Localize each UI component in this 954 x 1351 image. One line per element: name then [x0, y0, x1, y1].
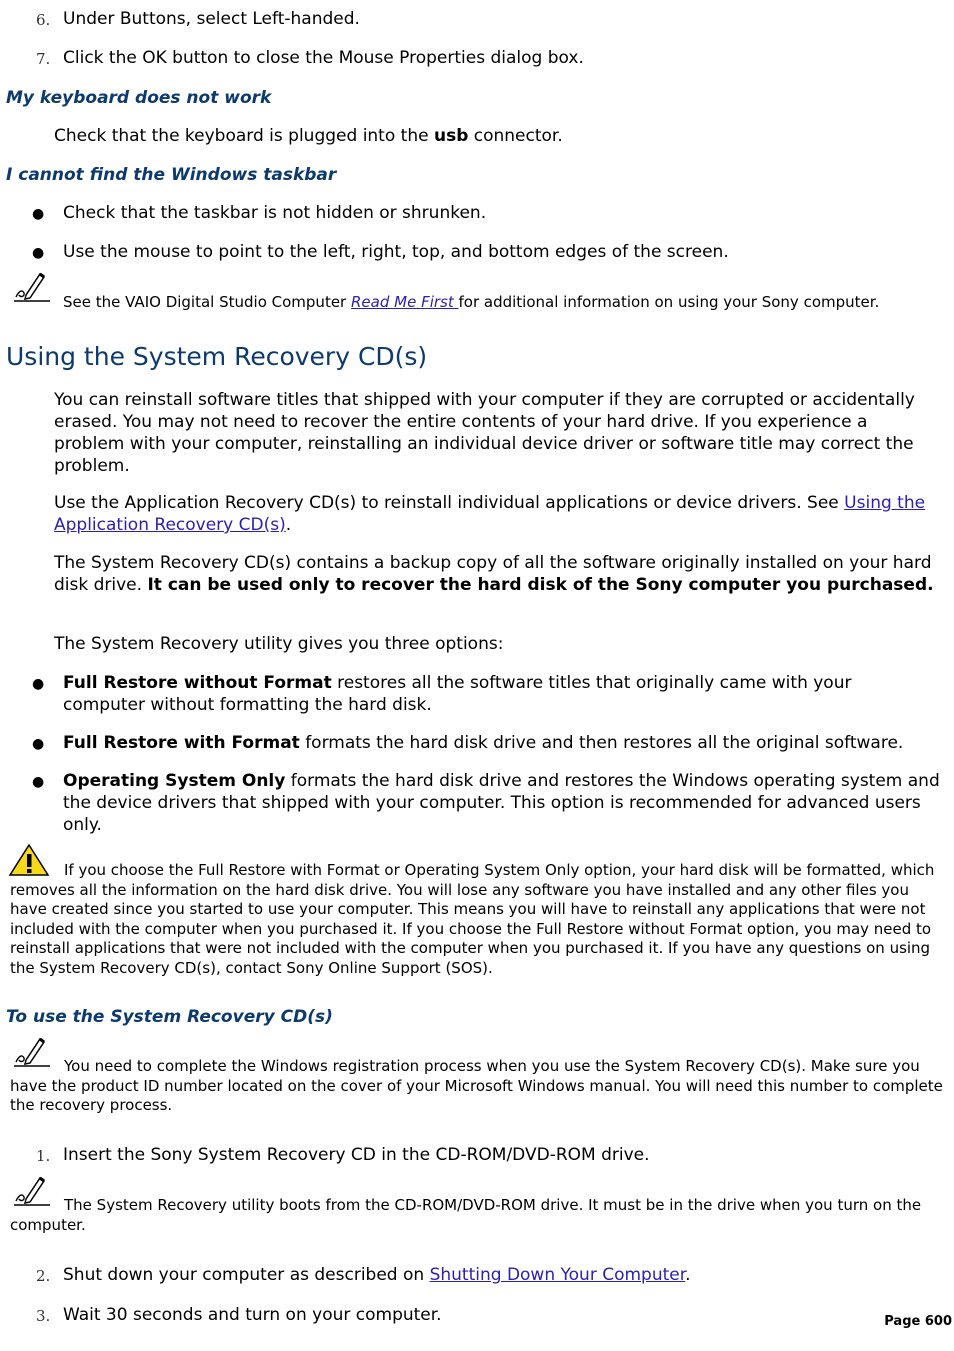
taskbar-bullet: Check that the taskbar is not hidden or shrunken. [63, 203, 487, 223]
keyboard-body [54, 125, 563, 147]
keyboard-heading: My keyboard does not work [6, 88, 272, 108]
step-text-part: Shut down your computer as described on [63, 1265, 430, 1285]
page-number: Page 600 [884, 1314, 952, 1329]
keyboard-body-text: Check that the keyboard is plugged into the [54, 126, 434, 146]
step-text [63, 1264, 691, 1286]
warning-note [10, 861, 950, 978]
bullet-dot: ● [32, 736, 45, 752]
note-text-tail: for additional information on using your Sony computer. [458, 293, 880, 311]
step-number: 1. [36, 1147, 51, 1165]
section-title: Using the System Recovery CD(s) [6, 342, 428, 371]
para-bold: It can be used only to recover the hard disk of the Sony computer you purchased. [147, 575, 934, 595]
step-text: Click the OK button to close the Mouse Properties dialog box. [63, 48, 584, 68]
option-name: Operating System Only [63, 771, 286, 791]
option-item [63, 672, 923, 716]
taskbar-note [63, 292, 879, 312]
step-number: 7. [36, 50, 51, 68]
bullet-dot: ● [32, 774, 45, 790]
step-text-tail: . [685, 1265, 691, 1285]
boot-note [10, 1196, 950, 1235]
registration-note [10, 1057, 950, 1116]
para-text-tail: . [285, 515, 292, 535]
procedure-heading: To use the System Recovery CD(s) [6, 1007, 333, 1027]
bullet-dot: ● [32, 206, 45, 222]
recovery-options-intro: The System Recovery utility gives you three options: [54, 634, 504, 654]
option-desc: restores all the software titles that originally came with your computer without formatting the hard disk. [63, 673, 852, 715]
note-text: You need to complete the Windows registration process when you use the System Recovery CD(s). Make sure you have the product ID number located on the cover of your Microsoft Windows manual. You will need this number to complete the recovery process. [10, 1057, 943, 1114]
option-item [63, 732, 903, 754]
note-text: The System Recovery utility boots from the CD-ROM/DVD-ROM drive. It must be in the drive when you turn on the computer. [10, 1196, 922, 1234]
option-desc: formats the hard disk drive and then restores all the original software. [299, 733, 904, 753]
step-number: 6. [36, 11, 51, 29]
step-text: Wait 30 seconds and turn on your computer. [63, 1305, 442, 1325]
option-item [63, 770, 948, 836]
option-desc: formats the hard disk drive and restores the Windows operating system and the device drivers that shipped with your computer. This option is recommended for advanced users only. [63, 771, 940, 835]
bullet-dot: ● [32, 676, 45, 692]
option-name: Full Restore without Format [63, 673, 332, 693]
taskbar-bullet: Use the mouse to point to the left, right, top, and bottom edges of the screen. [63, 242, 729, 262]
warning-text: If you choose the Full Restore with Format or Operating System Only option, your hard disk will be formatted, which removes all the information on the hard disk drive. You will lose any software you have installed and any other files you have created since you started to use your computer. This means you will have to reinstall any applications that were not included with the computer when you purchased it. If you choose the Full Restore without Format option, you may need to reinstall applications that were not included with the computer when you purchased it. If you have any questions on using the System Recovery CD(s), contact Sony Online Support (SOS). [10, 861, 935, 977]
step-number: 3. [36, 1307, 51, 1325]
recovery-app-para [54, 492, 934, 536]
note-text: See the VAIO Digital Studio Computer [63, 293, 351, 311]
step-number: 2. [36, 1267, 51, 1285]
keyboard-body-tail: connector. [468, 126, 563, 146]
para-text: The System Recovery CD(s) contains a backup copy of all the software originally installed on your hard disk drive. [54, 553, 932, 595]
usb-term: usb [433, 126, 469, 146]
recovery-backup-para [54, 552, 939, 596]
application-recovery-link[interactable]: Using the Application Recovery CD(s) [54, 493, 926, 535]
step-text: Insert the Sony System Recovery CD in the CD-ROM/DVD-ROM drive. [63, 1145, 650, 1165]
read-me-first-link[interactable]: Read Me First [351, 293, 459, 311]
para-text: Use the Application Recovery CD(s) to reinstall individual applications or device drivers. See [54, 493, 845, 513]
note-pencil-icon [10, 271, 56, 305]
bullet-dot: ● [32, 245, 45, 261]
step-text: Under Buttons, select Left-handed. [63, 9, 360, 29]
option-name: Full Restore with Format [63, 733, 300, 753]
recovery-intro: You can reinstall software titles that shipped with your computer if they are corrupted or accidentally erased. You may not need to recover the entire contents of your hard drive. If you experience a problem with your computer, reinstalling an individual device driver or software title may correct the problem. [54, 390, 915, 476]
shutting-down-link[interactable]: Shutting Down Your Computer [429, 1265, 686, 1285]
taskbar-heading: I cannot find the Windows taskbar [6, 165, 337, 185]
